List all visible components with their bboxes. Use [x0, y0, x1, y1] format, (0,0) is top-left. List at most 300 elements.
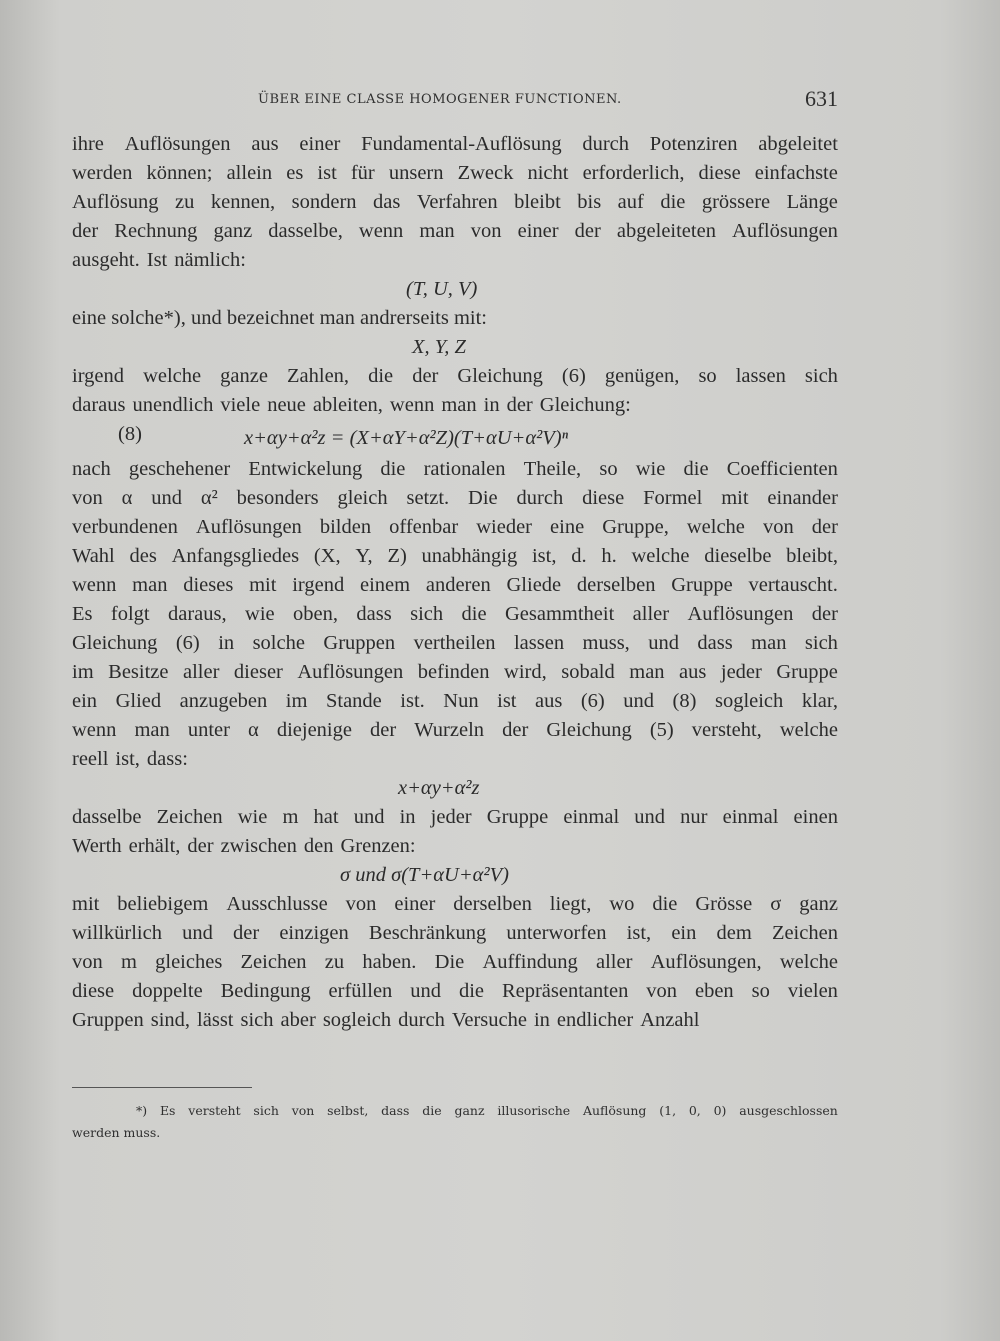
paragraph-3 [72, 455, 838, 774]
word: wieder [476, 516, 532, 538]
word: Wahl [72, 545, 115, 567]
word: des [129, 545, 157, 567]
word: Gleichung [457, 365, 543, 387]
word: einer [299, 133, 341, 155]
word: aller [183, 661, 220, 683]
word: Potenziren [649, 133, 738, 155]
text-line [72, 745, 838, 774]
equation-linear-form-text: x+αy+α²z [398, 777, 480, 799]
word: Verfahren [416, 191, 498, 213]
word: Anzahl [640, 1009, 700, 1031]
word: bleibt [514, 191, 561, 213]
word: unterworfen [506, 922, 607, 944]
word: Gleichung [546, 719, 632, 741]
word: welche [631, 545, 690, 567]
word: allein [226, 162, 273, 184]
word: Zeichen [771, 922, 838, 944]
word: wenn [72, 719, 117, 741]
word: einer [517, 220, 559, 242]
word: von [762, 516, 794, 538]
word: jeder [430, 806, 472, 828]
word: in [533, 1009, 550, 1031]
word: Bedingung [220, 980, 311, 1002]
word: durch [398, 1009, 445, 1031]
equation-bounds-text: σ und σ(T+αU+α²V) [340, 864, 509, 886]
word: für [350, 162, 375, 184]
word: m [120, 951, 137, 973]
word: 0) [713, 1103, 727, 1118]
word: (1, [659, 1103, 677, 1118]
word: verbundenen [72, 516, 178, 538]
word: derselben [453, 893, 532, 915]
word: Gruppe, [602, 516, 669, 538]
word: (8) [672, 690, 697, 712]
word: und [648, 632, 679, 654]
word: Auffindung [482, 951, 578, 973]
word: die [422, 1103, 442, 1118]
word: dieser [233, 661, 283, 683]
word: von [345, 893, 377, 915]
word: m [282, 806, 299, 828]
word: grössere [701, 191, 771, 213]
word: Gesammtheit [504, 603, 615, 625]
word: oben, [293, 603, 339, 625]
word: (6) [175, 632, 200, 654]
equation-8-formula: x+αy+α²z = (X+αY+α²Z)(T+αU+α²V)ⁿ [244, 427, 569, 449]
word: so [599, 458, 618, 480]
word: ein [72, 690, 98, 712]
word: sogleich [714, 690, 784, 712]
text-line [72, 304, 838, 333]
word: befinden [417, 661, 490, 683]
word: unter [187, 719, 230, 741]
word: ist, [531, 545, 557, 567]
word: Gliede [506, 574, 562, 596]
word: aus [679, 661, 707, 683]
word: man [441, 394, 477, 416]
word: einmal [722, 806, 779, 828]
word: durch [516, 487, 564, 509]
word: im [285, 690, 308, 712]
word: und [182, 922, 213, 944]
word: einzigen [279, 922, 349, 944]
equation-xyz [72, 333, 838, 362]
word: aber [280, 1009, 316, 1031]
text-line [72, 484, 838, 513]
word: der [233, 922, 260, 944]
word: Es [159, 1103, 176, 1118]
word: auf [617, 191, 644, 213]
word: mit [249, 574, 277, 596]
word: nicht [527, 162, 569, 184]
word: diejenige [276, 719, 352, 741]
word: selbst, [327, 1103, 369, 1118]
word: ganz [213, 220, 253, 242]
paragraph-5 [72, 890, 838, 1035]
word: welche [686, 516, 745, 538]
word: Rechnung [114, 220, 198, 242]
word: Theile, [523, 458, 582, 480]
word: Auflösungen [297, 661, 404, 683]
word: versteht, [691, 719, 762, 741]
word: ganz [799, 893, 838, 915]
word: anderen [425, 574, 491, 596]
word: der [502, 719, 529, 741]
word: dass: [146, 748, 188, 770]
word: man [132, 574, 168, 596]
word: von [646, 980, 678, 1002]
word: illusorische [497, 1103, 571, 1118]
text-line [72, 217, 838, 246]
word: (5) [649, 719, 674, 741]
word: welche [779, 951, 838, 973]
word: ist, [626, 922, 652, 944]
word: wo [609, 893, 635, 915]
word: h. [601, 545, 617, 567]
word: der [187, 835, 214, 857]
word: 0, [688, 1103, 701, 1118]
word: ganze [220, 365, 268, 387]
word: willkürlich [72, 922, 162, 944]
word: Auflösungen [687, 603, 794, 625]
word: und [410, 980, 441, 1002]
word: dieselbe [704, 545, 772, 567]
word: neue [267, 394, 306, 416]
word: wie [635, 458, 666, 480]
word: zwischen [220, 835, 297, 857]
word: Coefficienten [726, 458, 838, 480]
word: sich [253, 1103, 279, 1118]
word: wenn [389, 394, 435, 416]
word: sich [804, 365, 838, 387]
word: muss, [582, 632, 630, 654]
word: Besitze [108, 661, 169, 683]
word: die [458, 980, 484, 1002]
word: welche [779, 719, 838, 741]
word: und [353, 806, 385, 828]
footnote-line-2: werden muss. [72, 1125, 161, 1140]
text-line-content: eine solche*), und bezeichnet man andrerseits mit: [72, 307, 487, 329]
word: aus [535, 690, 563, 712]
word: *) [136, 1103, 148, 1118]
word: Ist [146, 249, 168, 271]
word: Grenzen: [340, 835, 416, 857]
word: man [134, 719, 170, 741]
word: doppelte [132, 980, 203, 1002]
word: der [811, 516, 838, 538]
word: das [373, 191, 401, 213]
word: Gruppe [486, 806, 549, 828]
text-line [72, 1006, 838, 1035]
word: einfachste [754, 162, 838, 184]
paragraph-1 [72, 130, 838, 275]
text-line [72, 542, 838, 571]
word: ist, [115, 748, 140, 770]
word: ist. [400, 690, 425, 712]
equation-number: (8) [118, 423, 142, 445]
paragraph-2 [72, 362, 838, 420]
word: sind, [150, 1009, 191, 1031]
word: liegt, [549, 893, 592, 915]
equation-tuv-text: (T, U, V) [406, 278, 478, 300]
word: von [470, 220, 502, 242]
word: lassen [513, 632, 565, 654]
word: Repräsentanten [501, 980, 629, 1002]
word: erhält, [128, 835, 181, 857]
word: Gleichung: [539, 394, 631, 416]
footnote-divider [72, 1087, 252, 1088]
word: Stande [325, 690, 382, 712]
word: die [660, 191, 686, 213]
word: dass [356, 603, 392, 625]
word: sobald [561, 661, 615, 683]
word: wie [237, 806, 268, 828]
text-line [72, 716, 838, 745]
text-line [72, 977, 838, 1006]
word: anzugeben [179, 690, 268, 712]
word: dem [716, 922, 752, 944]
word: nur [680, 806, 708, 828]
word: durch [582, 133, 630, 155]
word: bis [577, 191, 602, 213]
word: Gruppe [776, 661, 838, 683]
word: in [399, 806, 416, 828]
equation-bounds [72, 861, 838, 890]
running-head: ÜBER EINE CLASSE HOMOGENER FUNCTIONEN. [258, 92, 622, 107]
equation-tuv [72, 275, 838, 304]
word: vielen [787, 980, 838, 1002]
word: ihre [72, 133, 104, 155]
word: besonders [236, 487, 319, 509]
word: Es [72, 603, 93, 625]
word: ausgeht. [72, 249, 140, 271]
word: können; [146, 162, 213, 184]
word: genügen, [604, 365, 680, 387]
word: und [623, 690, 655, 712]
word: klar, [801, 690, 838, 712]
word: aus [251, 133, 279, 155]
word: ein [671, 922, 697, 944]
word: Nun [443, 690, 479, 712]
word: die [461, 603, 487, 625]
word: solche [252, 632, 305, 654]
word: erfüllen [328, 980, 393, 1002]
word: irgend [72, 365, 125, 387]
word: man [751, 632, 787, 654]
word: von [72, 487, 103, 509]
word: aller [632, 603, 670, 625]
word: aller [595, 951, 633, 973]
word: jeder [720, 661, 762, 683]
word: nach [72, 458, 111, 480]
word: vertauscht. [748, 574, 838, 596]
equation-linear-form [72, 774, 838, 803]
text-line [72, 571, 838, 600]
word: der [506, 394, 533, 416]
footnote-line-1 [72, 1100, 838, 1122]
word: der [574, 220, 601, 242]
word: einem [360, 574, 411, 596]
word: Die [434, 951, 465, 973]
word: Auflösung [582, 1103, 647, 1118]
word: Auflösungen [195, 516, 302, 538]
word: diese [72, 980, 115, 1002]
word: Wurzeln [414, 719, 485, 741]
word: einen [793, 806, 838, 828]
word: der [370, 719, 397, 741]
paragraph-4 [72, 803, 838, 861]
word: diese [582, 487, 625, 509]
word: Gleichung [72, 632, 158, 654]
word: unabhängig [421, 545, 518, 567]
word: viele [220, 394, 261, 416]
word: Zweck [457, 162, 514, 184]
word: eine [550, 516, 585, 538]
text-line [72, 188, 838, 217]
word: σ [770, 893, 782, 915]
word: die [380, 458, 406, 480]
word: dasselbe, [268, 220, 343, 242]
word: daraus, [168, 603, 227, 625]
word: die [652, 893, 678, 915]
text-line [72, 687, 838, 716]
word: lässt [197, 1009, 234, 1031]
word: in [483, 394, 500, 416]
word: wird, [504, 661, 547, 683]
word: Auflösung [72, 191, 159, 213]
text-line [72, 890, 838, 919]
word: dass [697, 632, 733, 654]
word: Anfangsgliedes [171, 545, 300, 567]
word: derselben [576, 574, 656, 596]
word: rationalen [423, 458, 506, 480]
text-line [72, 362, 838, 391]
text-line [72, 803, 838, 832]
word: sondern [291, 191, 357, 213]
word: dass [381, 1103, 410, 1118]
word: die [368, 365, 394, 387]
word: man [419, 220, 455, 242]
word: Zeichen [240, 951, 307, 973]
word: zu [324, 951, 345, 973]
word: gleich [337, 487, 388, 509]
word: Auflösungen [124, 133, 231, 155]
text-line [72, 391, 838, 420]
word: (X, [313, 545, 341, 567]
word: wie [245, 603, 275, 625]
word: gleiches [155, 951, 223, 973]
word: Die [468, 487, 498, 509]
word: so [751, 980, 770, 1002]
word: welche [143, 365, 202, 387]
word: endlicher [556, 1009, 634, 1031]
word: unendlich [132, 394, 214, 416]
word: Gruppe [671, 574, 733, 596]
word: bleibt, [786, 545, 838, 567]
word: ausgeschlossen [739, 1103, 838, 1118]
word: und [634, 806, 666, 828]
word: lassen [735, 365, 786, 387]
word: Gruppen [72, 1009, 144, 1031]
word: mit [72, 893, 100, 915]
word: Y, [355, 545, 373, 567]
word: von [291, 1103, 315, 1118]
word: unsern [388, 162, 444, 184]
text-line [72, 919, 838, 948]
word: Versuche [451, 1009, 527, 1031]
word: einer [394, 893, 436, 915]
text-line [72, 600, 838, 629]
word: Länge [786, 191, 838, 213]
word: irgend [292, 574, 345, 596]
word: von [72, 951, 103, 973]
word: den [303, 835, 334, 857]
footnote [72, 1100, 838, 1144]
word: die [683, 458, 709, 480]
word: im [72, 661, 94, 683]
word: und [151, 487, 182, 509]
word: ganz [454, 1103, 485, 1118]
word: ist [497, 690, 517, 712]
word: Ausschlusse [226, 893, 328, 915]
word: erforderlich, [582, 162, 685, 184]
word: setzt. [406, 487, 450, 509]
word: Glied [115, 690, 162, 712]
word: in [218, 632, 235, 654]
word: Auflösungen, [650, 951, 762, 973]
word: einander [767, 487, 838, 509]
word: Z) [387, 545, 407, 567]
word: d. [571, 545, 587, 567]
word: werden [72, 162, 133, 184]
word: ableiten, [312, 394, 383, 416]
word: eben [694, 980, 734, 1002]
word: der [412, 365, 439, 387]
word: α [248, 719, 259, 741]
word: α [121, 487, 133, 509]
word: hat [313, 806, 339, 828]
word: Gruppen [323, 632, 396, 654]
word: sogleich [322, 1009, 392, 1031]
word: abgeleiteten [616, 220, 716, 242]
word: Entwickelung [248, 458, 363, 480]
text-line [72, 246, 838, 275]
text-line [72, 455, 838, 484]
page-number: 631 [805, 86, 838, 111]
word: der [72, 220, 99, 242]
text-line [72, 513, 838, 542]
word: (6) [580, 690, 605, 712]
word: nämlich: [174, 249, 246, 271]
word: folgt [110, 603, 150, 625]
word: (6) [561, 365, 586, 387]
word: man [629, 661, 665, 683]
word: geschehener [128, 458, 231, 480]
word: bilden [319, 516, 372, 538]
text-line [72, 948, 838, 977]
text-line [72, 159, 838, 188]
word: offenbar [389, 516, 459, 538]
word: Beschränkung [368, 922, 487, 944]
word: dasselbe [72, 806, 142, 828]
text-line [72, 658, 838, 687]
word: beliebigem [117, 893, 209, 915]
word: α² [200, 487, 218, 509]
word: wenn [72, 574, 117, 596]
word: sich [240, 1009, 274, 1031]
word: Werth [72, 835, 122, 857]
equation-xyz-text: X, Y, Z [412, 336, 466, 358]
